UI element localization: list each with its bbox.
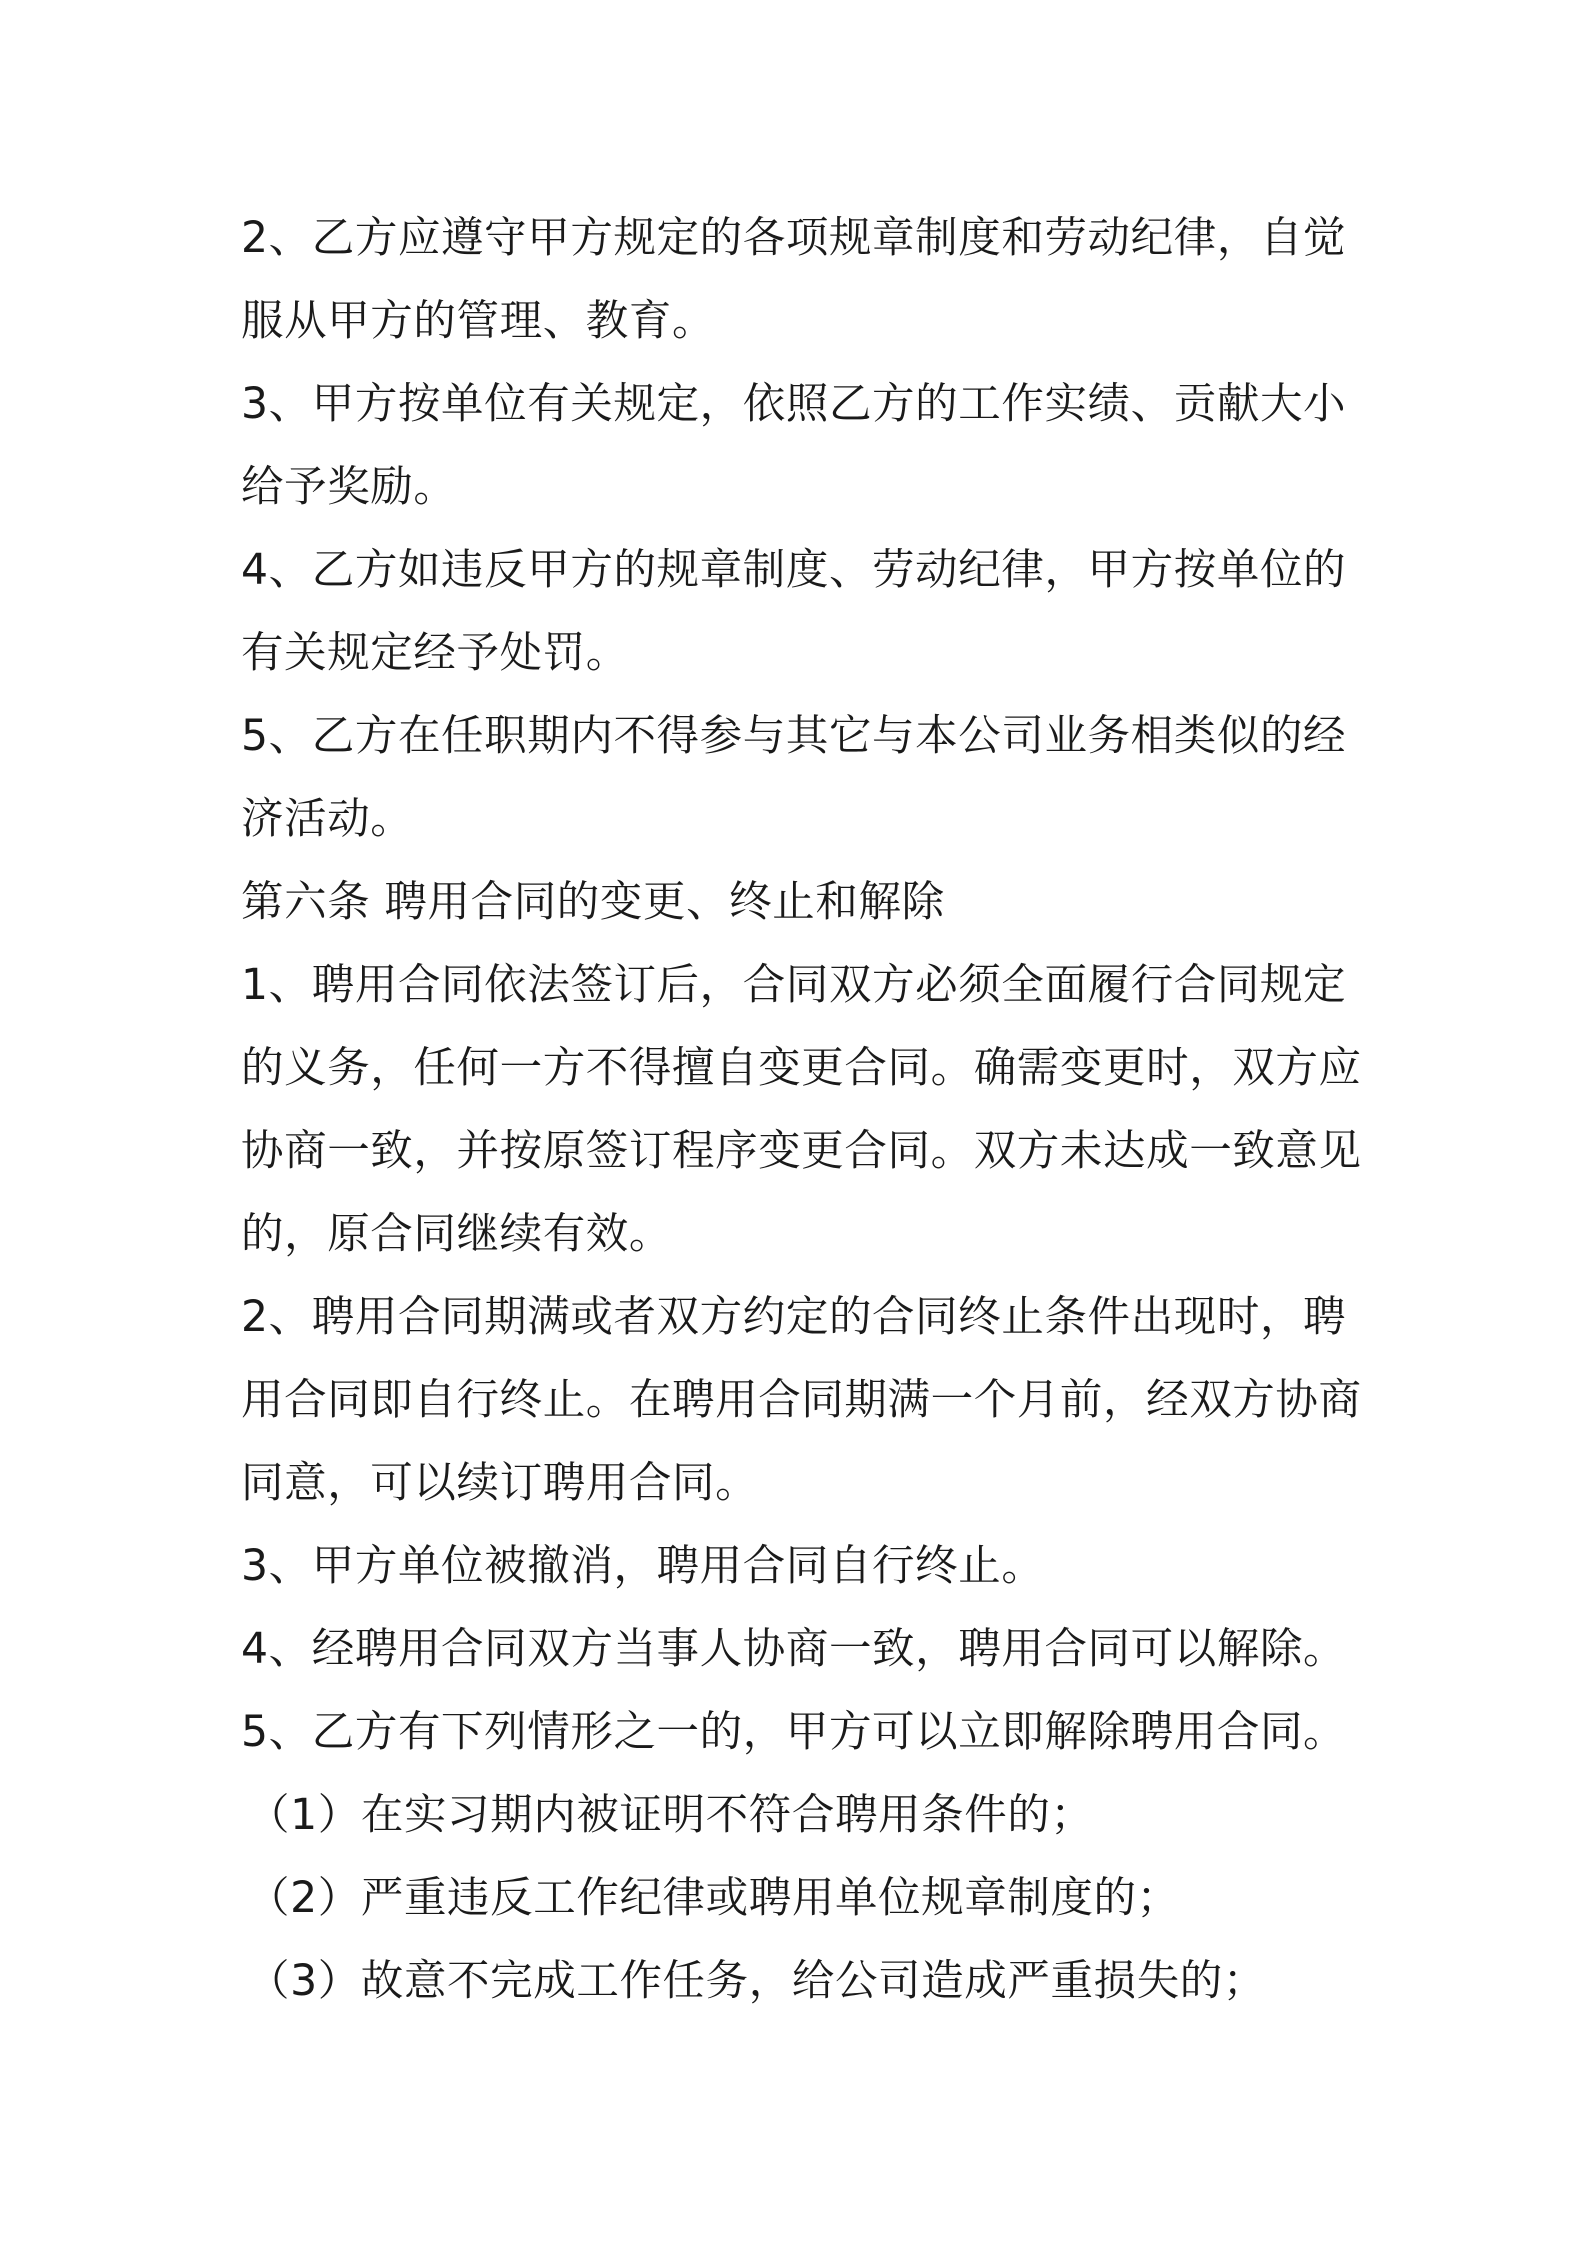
document-body	[241, 197, 1361, 2023]
text-line: 协商一致，并按原签订程序变更合同。双方未达成一致意见	[241, 1127, 1362, 1176]
text-line: 济活动。	[241, 795, 414, 844]
text-line: 同意，可以续订聘用合同。	[241, 1459, 759, 1508]
list-item: （2）严重违反工作纪律或聘用单位规章制度的；	[247, 1874, 1180, 1923]
text-line: 5、乙方在任职期内不得参与其它与本公司业务相类似的经	[241, 712, 1347, 761]
text-line: 4、乙方如违反甲方的规章制度、劳动纪律，甲方按单位的	[241, 546, 1347, 595]
text-line: 服从甲方的管理、教育。	[241, 297, 716, 346]
list-item: （1）在实习期内被证明不符合聘用条件的；	[247, 1791, 1094, 1840]
text-line: 的，原合同继续有效。	[241, 1210, 673, 1259]
text-line: 1、聘用合同依法签订后，合同双方必须全面履行合同规定	[241, 961, 1347, 1010]
text-line: 2、乙方应遵守甲方规定的各项规章制度和劳动纪律，自觉	[241, 214, 1347, 263]
text-line: 的义务，任何一方不得擅自变更合同。确需变更时，双方应	[241, 1044, 1362, 1093]
text-line: 3、甲方单位被撤消，聘用合同自行终止。	[241, 1542, 1045, 1591]
text-line: 5、乙方有下列情形之一的，甲方可以立即解除聘用合同。	[241, 1708, 1347, 1757]
text-line: 3、甲方按单位有关规定，依照乙方的工作实绩、贡献大小	[241, 380, 1347, 429]
text-line: 给予奖励。	[241, 463, 457, 512]
text-line: 2、聘用合同期满或者双方约定的合同终止条件出现时，聘	[241, 1293, 1347, 1342]
text-line: 4、经聘用合同双方当事人协商一致，聘用合同可以解除。	[241, 1625, 1347, 1674]
section-heading: 第六条 聘用合同的变更、终止和解除	[241, 878, 945, 927]
text-line: 有关规定经予处罚。	[241, 629, 629, 678]
list-item: （3）故意不完成工作任务，给公司造成严重损失的；	[247, 1957, 1266, 2006]
text-line: 用合同即自行终止。在聘用合同期满一个月前，经双方协商	[241, 1376, 1362, 1425]
